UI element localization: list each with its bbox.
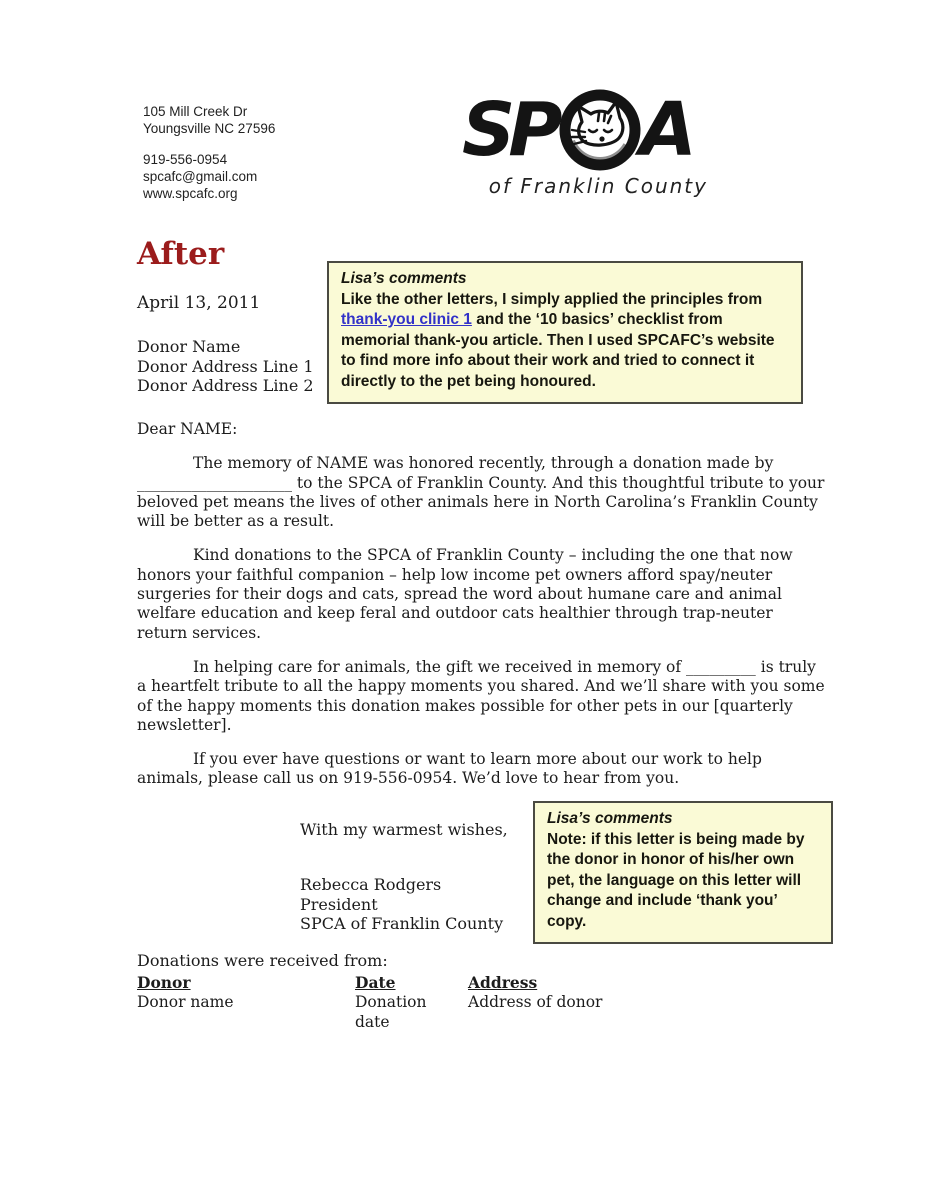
column-header-date: Date bbox=[355, 973, 396, 992]
phone-number: 919-556-0954 bbox=[143, 152, 228, 167]
column-header-donor: Donor bbox=[137, 973, 191, 992]
recipient-address-1: Donor Address Line 1 bbox=[137, 356, 314, 376]
column-header-address: Address bbox=[468, 973, 538, 992]
comment-box-1-body bbox=[341, 290, 789, 393]
cat-face-icon bbox=[558, 88, 642, 172]
comment-box-2-body: Note: if this letter is being made by the donor in honor of his/her own pet, the language on this letter will change and include ‘thank you’ copy. bbox=[547, 830, 805, 930]
signer-name: Rebecca Rodgers bbox=[300, 875, 442, 894]
signature-block bbox=[300, 875, 503, 934]
logo-tagline: of Franklin County bbox=[488, 174, 708, 198]
salutation: Dear NAME: bbox=[137, 420, 238, 438]
table-cell-date: Donation date bbox=[355, 993, 427, 1031]
letter-date: April 13, 2011 bbox=[137, 293, 261, 313]
comment-box-2 bbox=[533, 801, 833, 944]
address-street: 105 Mill Creek Dr bbox=[143, 104, 248, 119]
sender-address-block bbox=[143, 103, 275, 216]
donations-intro: Donations were received from: bbox=[137, 951, 388, 970]
closing-line: With my warmest wishes, bbox=[300, 820, 508, 839]
table-cell-address: Address of donor bbox=[468, 993, 603, 1011]
spca-logo bbox=[462, 88, 712, 198]
address-city: Youngsville NC 27596 bbox=[143, 121, 276, 136]
comment-box-2-title: Lisa’s comments bbox=[547, 810, 673, 827]
comment-box-1-text-after-link: and the ‘10 basics’ checklist from memorial thank-you article. Then I used SPCAFC’s website to find more info about their work and tried to connect it directly to the pet being honoured. bbox=[341, 311, 775, 390]
table-cell-donor: Donor name bbox=[137, 993, 234, 1011]
logo-letters-sp: SP bbox=[462, 87, 556, 173]
signer-title: President bbox=[300, 894, 378, 914]
logo-letter-a: A bbox=[639, 87, 690, 173]
letter-paragraph: In helping care for animals, the gift we received in memory of _________ is truly a heartfelt tribute to all the happy moments you shared. And we’ll share with you some of the happy moments this donation makes possible for other pets in our [quarterly newsletter]. bbox=[137, 657, 825, 734]
email-address: spcafc@gmail.com bbox=[143, 169, 258, 184]
recipient-name: Donor Name bbox=[137, 337, 241, 356]
comment-box-1-text-before-link: Like the other letters, I simply applied the principles from bbox=[341, 290, 763, 308]
website-url: www.spcafc.org bbox=[143, 186, 238, 201]
recipient-address-2: Donor Address Line 2 bbox=[137, 376, 314, 395]
thank-you-clinic-link[interactable]: thank-you clinic 1 bbox=[341, 311, 472, 328]
donations-table bbox=[137, 973, 697, 1032]
letter-body bbox=[137, 420, 827, 804]
signer-org: SPCA of Franklin County bbox=[300, 914, 504, 933]
recipient-block bbox=[137, 337, 314, 396]
donations-section bbox=[137, 951, 697, 1032]
after-label: After bbox=[137, 236, 225, 272]
comment-box-1-title: Lisa’s comments bbox=[341, 270, 467, 287]
letter-paragraph: If you ever have questions or want to learn more about our work to help animals, please call us on 919-556-0954. We’d love to hear from you. bbox=[137, 750, 762, 788]
comment-box-1 bbox=[327, 261, 803, 404]
letter-paragraph: The memory of NAME was honored recently, through a donation made by ____________________ to the SPCA of Franklin County. And this thoughtful tribute to your beloved pet means the lives of other animals here in North Carolina’s Franklin County will be better as a result. bbox=[137, 454, 825, 531]
letter-paragraph: Kind donations to the SPCA of Franklin County – including the one that now honors your faithful companion – help low income pet owners afford spay/neuter surgeries for their dogs and cats, spread the word about humane care and animal welfare education and keep feral and outdoor cats healthier through trap-neuter return services. bbox=[137, 546, 793, 642]
